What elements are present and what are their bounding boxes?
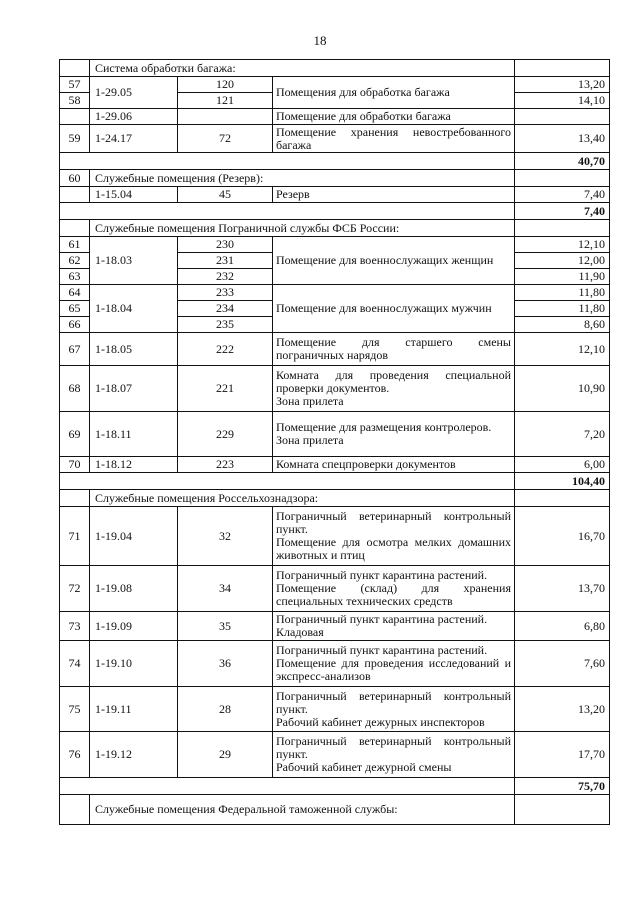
row-number: 68 [60,366,90,412]
room-number: 233 [178,285,273,301]
room-area: 12,10 [515,237,610,253]
row-number: 66 [60,317,90,333]
row-number: 62 [60,253,90,269]
empty-cell [60,203,515,220]
room-area: 13,20 [515,77,610,93]
section-title: Служебные помещения Пограничной службы ФСБ России: [90,220,515,237]
room-number: 45 [178,187,273,203]
row-number [60,795,90,825]
section-header-row [60,490,610,507]
room-code: 1-18.07 [90,366,178,412]
room-description: Пограничный пункт карантина растений. Кладовая [273,612,515,641]
room-area: 10,90 [515,366,610,412]
section-header-row [60,795,610,825]
row-number: 64 [60,285,90,301]
row-number: 57 [60,77,90,93]
room-number: 28 [178,687,273,732]
premises-table [59,59,610,825]
room-number: 34 [178,566,273,612]
row-number: 72 [60,566,90,612]
room-area: 13,40 [515,125,610,153]
room-description: Комната спецпроверки документов [273,457,515,473]
room-number: 221 [178,366,273,412]
room-description: Помещение для размещения контролеров. Зона прилета [273,412,515,457]
row-number [60,109,90,125]
room-number: 230 [178,237,273,253]
empty-cell [515,220,610,237]
row-number: 70 [60,457,90,473]
section-header-row [60,170,610,187]
empty-cell [515,170,610,187]
room-area: 11,80 [515,285,610,301]
table-row [60,457,610,473]
room-area: 12,00 [515,253,610,269]
table-row [60,412,610,457]
room-code: 1-15.04 [90,187,178,203]
row-number: 61 [60,237,90,253]
table-row [60,612,610,641]
section-total-row [60,778,610,795]
row-number [60,60,90,77]
section-title: Служебные помещения (Резерв): [90,170,515,187]
empty-cell [515,490,610,507]
table-row [60,366,610,412]
table-row [60,687,610,732]
row-number: 71 [60,507,90,566]
empty-cell [60,473,515,490]
room-area: 13,70 [515,566,610,612]
room-area: 14,10 [515,93,610,109]
row-number: 67 [60,333,90,366]
room-area: 12,10 [515,333,610,366]
room-area: 11,80 [515,301,610,317]
room-description: Помещение для военнослужащих мужчин [273,285,515,333]
room-code: 1-19.10 [90,641,178,687]
room-description: Помещение для обработки багажа [273,109,515,125]
room-code: 1-19.08 [90,566,178,612]
section-header-row [60,60,610,77]
row-number: 60 [60,170,90,187]
row-number: 76 [60,732,90,778]
room-description: Пограничный пункт карантина растений. Помещение для проведения исследований и экспресс-анализов [273,641,515,687]
room-area: 8,60 [515,317,610,333]
room-description: Помещение хранения невостребованного багажа [273,125,515,153]
table-row [60,507,610,566]
room-area: 6,00 [515,457,610,473]
row-number: 74 [60,641,90,687]
page-number: 18 [313,33,327,48]
row-number: 58 [60,93,90,109]
room-description: Помещение для старшего смены пограничных нарядов [273,333,515,366]
row-number: 65 [60,301,90,317]
room-code: 1-19.11 [90,687,178,732]
room-number: 32 [178,507,273,566]
section-title: Система обработки багажа: [90,60,515,77]
room-number: 232 [178,269,273,285]
room-description: Пограничный ветеринарный контрольный пункт. Рабочий кабинет дежурных инспекторов [273,687,515,732]
section-total-area: 7,40 [515,203,610,220]
empty-cell [60,153,515,170]
table-row [60,566,610,612]
row-number: 69 [60,412,90,457]
room-code: 1-24.17 [90,125,178,153]
room-description: Пограничный ветеринарный контрольный пункт. Помещение для осмотра мелких домашних животных и птиц [273,507,515,566]
table-row [60,125,610,153]
room-description: Резерв [273,187,515,203]
table-row [60,285,610,301]
room-code: 1-19.09 [90,612,178,641]
room-number: 223 [178,457,273,473]
room-code: 1-18.04 [90,285,178,333]
room-description: Комната для проведения специальной проверки документов. Зона прилета [273,366,515,412]
room-area [515,109,610,125]
row-number [60,187,90,203]
room-number [178,109,273,125]
room-code: 1-18.03 [90,237,178,285]
section-total-area: 40,70 [515,153,610,170]
room-area: 7,60 [515,641,610,687]
empty-cell [515,795,610,825]
room-code: 1-18.11 [90,412,178,457]
room-number: 231 [178,253,273,269]
room-number: 234 [178,301,273,317]
section-header-row [60,220,610,237]
room-code: 1-19.12 [90,732,178,778]
room-number: 72 [178,125,273,153]
table-row [60,109,610,125]
table-row [60,237,610,253]
room-number: 35 [178,612,273,641]
section-title: Служебные помещения Федеральной таможенной службы: [90,795,515,825]
room-area: 7,20 [515,412,610,457]
room-number: 29 [178,732,273,778]
room-number: 120 [178,77,273,93]
section-total-row [60,153,610,170]
empty-cell [60,778,515,795]
room-description: Пограничный пункт карантина растений. Помещение (склад) для хранения специальных технических средств [273,566,515,612]
room-description: Помещение для военнослужащих женщин [273,237,515,285]
room-description: Пограничный ветеринарный контрольный пункт. Рабочий кабинет дежурной смены [273,732,515,778]
row-number [60,490,90,507]
row-number: 63 [60,269,90,285]
room-code: 1-19.04 [90,507,178,566]
room-description: Помещения для обработка багажа [273,77,515,109]
room-area: 13,20 [515,687,610,732]
table-row [60,333,610,366]
table-row [60,187,610,203]
section-total-area: 75,70 [515,778,610,795]
section-title: Служебные помещения Россельхознадзора: [90,490,515,507]
row-number: 59 [60,125,90,153]
room-code: 1-29.05 [90,77,178,109]
room-number: 36 [178,641,273,687]
room-area: 6,80 [515,612,610,641]
room-number: 235 [178,317,273,333]
table-row [60,641,610,687]
table-row [60,732,610,778]
room-area: 7,40 [515,187,610,203]
section-total-row [60,473,610,490]
row-number [60,220,90,237]
room-number: 229 [178,412,273,457]
section-total-area: 104,40 [515,473,610,490]
room-area: 17,70 [515,732,610,778]
room-area: 16,70 [515,507,610,566]
empty-cell [515,60,610,77]
row-number: 73 [60,612,90,641]
room-code: 1-29.06 [90,109,178,125]
room-code: 1-18.12 [90,457,178,473]
table-row [60,77,610,93]
section-total-row [60,203,610,220]
room-code: 1-18.05 [90,333,178,366]
room-area: 11,90 [515,269,610,285]
row-number: 75 [60,687,90,732]
room-number: 222 [178,333,273,366]
room-number: 121 [178,93,273,109]
